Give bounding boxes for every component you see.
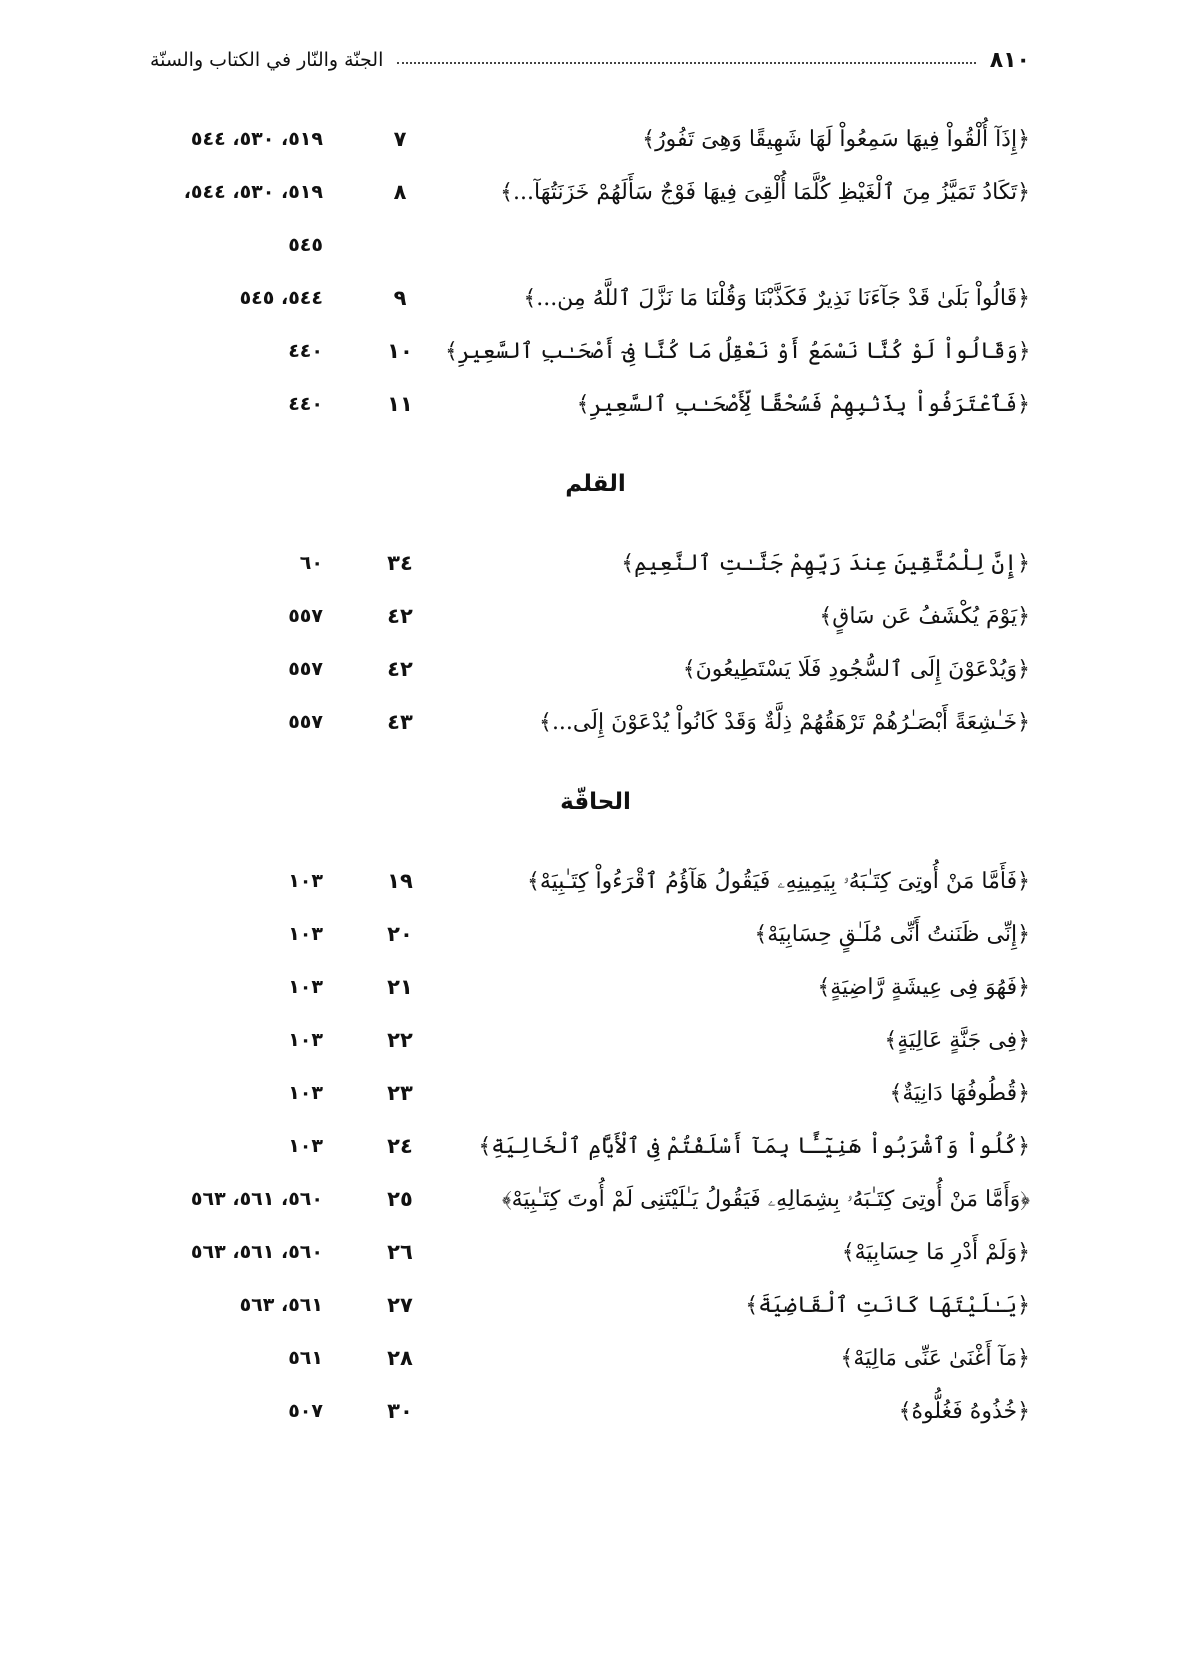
page-references: ٦٠	[299, 552, 323, 574]
verse-text: ﴿قَالُواْ بَلَىٰ قَدْ جَآءَنَا نَذِيرٌ فَكَذَّبْنَا وَقُلْنَا مَا نَزَّلَ ٱللَّهُ مِن...﴾	[523, 286, 1030, 311]
page-references: ٥٦١	[288, 1347, 323, 1369]
ayah-number: ٢٧	[387, 1293, 413, 1317]
index-row	[0, 1279, 1183, 1332]
index-row	[0, 696, 1183, 749]
ayah-number: ١٠	[387, 339, 413, 363]
index-row	[0, 1332, 1183, 1385]
index-row	[0, 166, 1183, 219]
book-title: الجنّة والنّار في الكتاب والسنّة	[150, 49, 384, 71]
verse-text: ﴿إِذَآ أُلْقُواْ فِيهَا سَمِعُواْ لَهَا شَهِيقًا وَهِىَ تَفُورُ﴾	[642, 127, 1030, 152]
verse-text: ﴿إِنِّى ظَنَنتُ أَنِّى مُلَـٰقٍ حِسَابِيَهْ﴾	[754, 922, 1030, 947]
page-references: ٥٦٠، ٥٦١، ٥٦٣	[190, 1188, 323, 1210]
page-references: ١٠٣	[288, 1135, 323, 1157]
page-references: ٥١٩، ٥٣٠، ٥٤٤،	[183, 181, 323, 203]
page-references: ٤٤٠	[288, 340, 323, 362]
verse-text: ﴿وَقَالُواْ لَوْ كُنَّا نَسْمَعُ أَوْ نَعْقِلُ مَا كُنَّا فِىٓ أَصْحَـٰبِ ٱلسَّعِيرِ﴾	[444, 339, 1030, 364]
page-references: ١٠٣	[288, 1029, 323, 1051]
verse-text: ﴿خُذُوهُ فَغُلُّوهُ﴾	[898, 1399, 1030, 1424]
page-references: ٥١٩، ٥٣٠، ٥٤٤	[190, 128, 323, 150]
verse-text: ﴿فِى جَنَّةٍ عَالِيَةٍ﴾	[884, 1028, 1030, 1053]
index-row	[0, 1226, 1183, 1279]
verse-text: ﴿وَيُدْعَوْنَ إِلَى ٱلسُّجُودِ فَلَا يَسْتَطِيعُونَ﴾	[682, 657, 1030, 682]
index-row	[0, 272, 1183, 325]
verse-text: ﴿تَكَادُ تَمَيَّزُ مِنَ ٱلْغَيْظِ كُلَّمَا أُلْقِىَ فِيهَا فَوْجٌ سَأَلَهُمْ خَزَنَتُهَآ...﴾	[500, 180, 1030, 205]
running-header	[150, 40, 1030, 80]
verse-text: ﴿وَلَمْ أَدْرِ مَا حِسَابِيَهْ﴾	[841, 1240, 1030, 1265]
ayah-number: ٧	[393, 127, 407, 151]
section-al-qalam	[0, 431, 1183, 749]
index-row	[0, 378, 1183, 431]
page-references: ١٠٣	[288, 976, 323, 998]
ayah-number	[370, 219, 430, 272]
page-references: ٥٥٧	[288, 605, 323, 627]
ayah-number: ٢٢	[387, 1028, 413, 1052]
verse-text: ﴿إِنَّ لِلْمُتَّقِينَ عِندَ رَبِّهِمْ جَنَّـٰتِ ٱلنَّعِيمِ﴾	[621, 551, 1030, 576]
index-row	[0, 113, 1183, 166]
ayah-number: ٤٣	[387, 710, 413, 734]
ayah-number: ٢٣	[387, 1081, 413, 1105]
page-references: ٥٤٤، ٥٤٥	[239, 287, 323, 309]
surah-heading-text: الحاقّة	[560, 789, 631, 815]
index-row	[0, 908, 1183, 961]
ayah-number: ٣٤	[387, 551, 413, 575]
page-references: ٥٥٧	[288, 711, 323, 733]
page-references: ٥٤٥	[288, 234, 323, 256]
ayah-number: ٢٨	[387, 1346, 413, 1370]
index-row	[0, 1014, 1183, 1067]
verse-text: ﴿قُطُوفُهَا دَانِيَةٌ﴾	[889, 1081, 1030, 1106]
dotted-leader	[397, 62, 975, 64]
verse-text: ﴿وَأَمَّا مَنْ أُوتِىَ كِتَـٰبَهُۥ بِشِمَالِهِۦ فَيَقُولُ يَـٰلَيْتَنِى لَمْ أُوتَ كِتَـٰبِيَهْ﴾	[501, 1187, 1030, 1212]
verse-index	[0, 113, 1183, 1438]
index-row	[0, 537, 1183, 590]
ayah-number: ٢١	[387, 975, 413, 999]
verse-text: ﴿مَآ أَغْنَىٰ عَنِّى مَالِيَهْ﴾	[840, 1346, 1030, 1371]
verse-text: ﴿فَأَمَّا مَنْ أُوتِىَ كِتَـٰبَهُۥ بِيَمِينِهِۦ فَيَقُولُ هَآؤُمُ ٱقْرَءُواْ كِتَـٰبِيَهْ﴾	[526, 869, 1030, 894]
ayah-number: ٨	[393, 180, 407, 204]
surah-heading	[0, 431, 1183, 537]
ayah-number: ٤٢	[387, 657, 413, 681]
ayah-number: ١٩	[387, 869, 413, 893]
verse-text: ﴿خَـٰشِعَةً أَبْصَـٰرُهُمْ تَرْهَقُهُمْ ذِلَّةٌ وَقَدْ كَانُواْ يُدْعَوْنَ إِلَى...﴾	[539, 710, 1030, 735]
page-number: ٨١٠	[989, 47, 1030, 73]
index-row	[0, 643, 1183, 696]
index-row	[0, 325, 1183, 378]
ayah-number: ٤٢	[387, 604, 413, 628]
ayah-number: ٢٦	[387, 1240, 413, 1264]
index-row	[0, 590, 1183, 643]
ayah-number: ٢٥	[387, 1187, 413, 1211]
ayah-number: ٩	[393, 286, 407, 310]
verse-text: ﴿يَوْمَ يُكْشَفُ عَن سَاقٍ﴾	[819, 604, 1030, 629]
verse-text: ﴿فَهُوَ فِى عِيشَةٍ رَّاضِيَةٍ﴾	[817, 975, 1030, 1000]
page-references: ٥٦٠، ٥٦١، ٥٦٣	[190, 1241, 323, 1263]
verse-text: ﴿فَٱعْتَرَفُواْ بِذَنۢبِهِمْ فَسُحْقًا لِّأَصْحَـٰبِ ٱلسَّعِيرِ﴾	[576, 392, 1030, 417]
ayah-number: ١١	[387, 392, 413, 416]
page-references: ٤٤٠	[288, 393, 323, 415]
index-row-continuation	[0, 219, 1183, 272]
ayah-number: ٢٤	[387, 1134, 413, 1158]
verse-text: ﴿يَـٰلَيْتَهَا كَانَتِ ٱلْقَاضِيَةَ﴾	[745, 1293, 1030, 1318]
page-references: ٥٠٧	[288, 1400, 323, 1422]
page-references: ١٠٣	[288, 870, 323, 892]
surah-heading-text: القلم	[565, 471, 626, 497]
page-references: ٥٦١، ٥٦٣	[239, 1294, 323, 1316]
index-row	[0, 1067, 1183, 1120]
index-row	[0, 1120, 1183, 1173]
ayah-number: ٣٠	[387, 1399, 413, 1423]
section-continued	[0, 113, 1183, 431]
page-references: ١٠٣	[288, 1082, 323, 1104]
page-references: ١٠٣	[288, 923, 323, 945]
ayah-number: ٢٠	[387, 922, 413, 946]
section-al-haqqah	[0, 749, 1183, 1438]
index-row	[0, 961, 1183, 1014]
page-references: ٥٥٧	[288, 658, 323, 680]
index-row	[0, 1385, 1183, 1438]
verse-text: ﴿كُلُواْ وَٱشْرَبُواْ هَنِيٓـًٔا بِمَآ أَسْلَفْتُمْ فِى ٱلْأَيَّامِ ٱلْخَالِيَةِ﴾	[478, 1134, 1030, 1159]
surah-heading	[0, 749, 1183, 855]
index-row	[0, 1173, 1183, 1226]
index-row	[0, 855, 1183, 908]
